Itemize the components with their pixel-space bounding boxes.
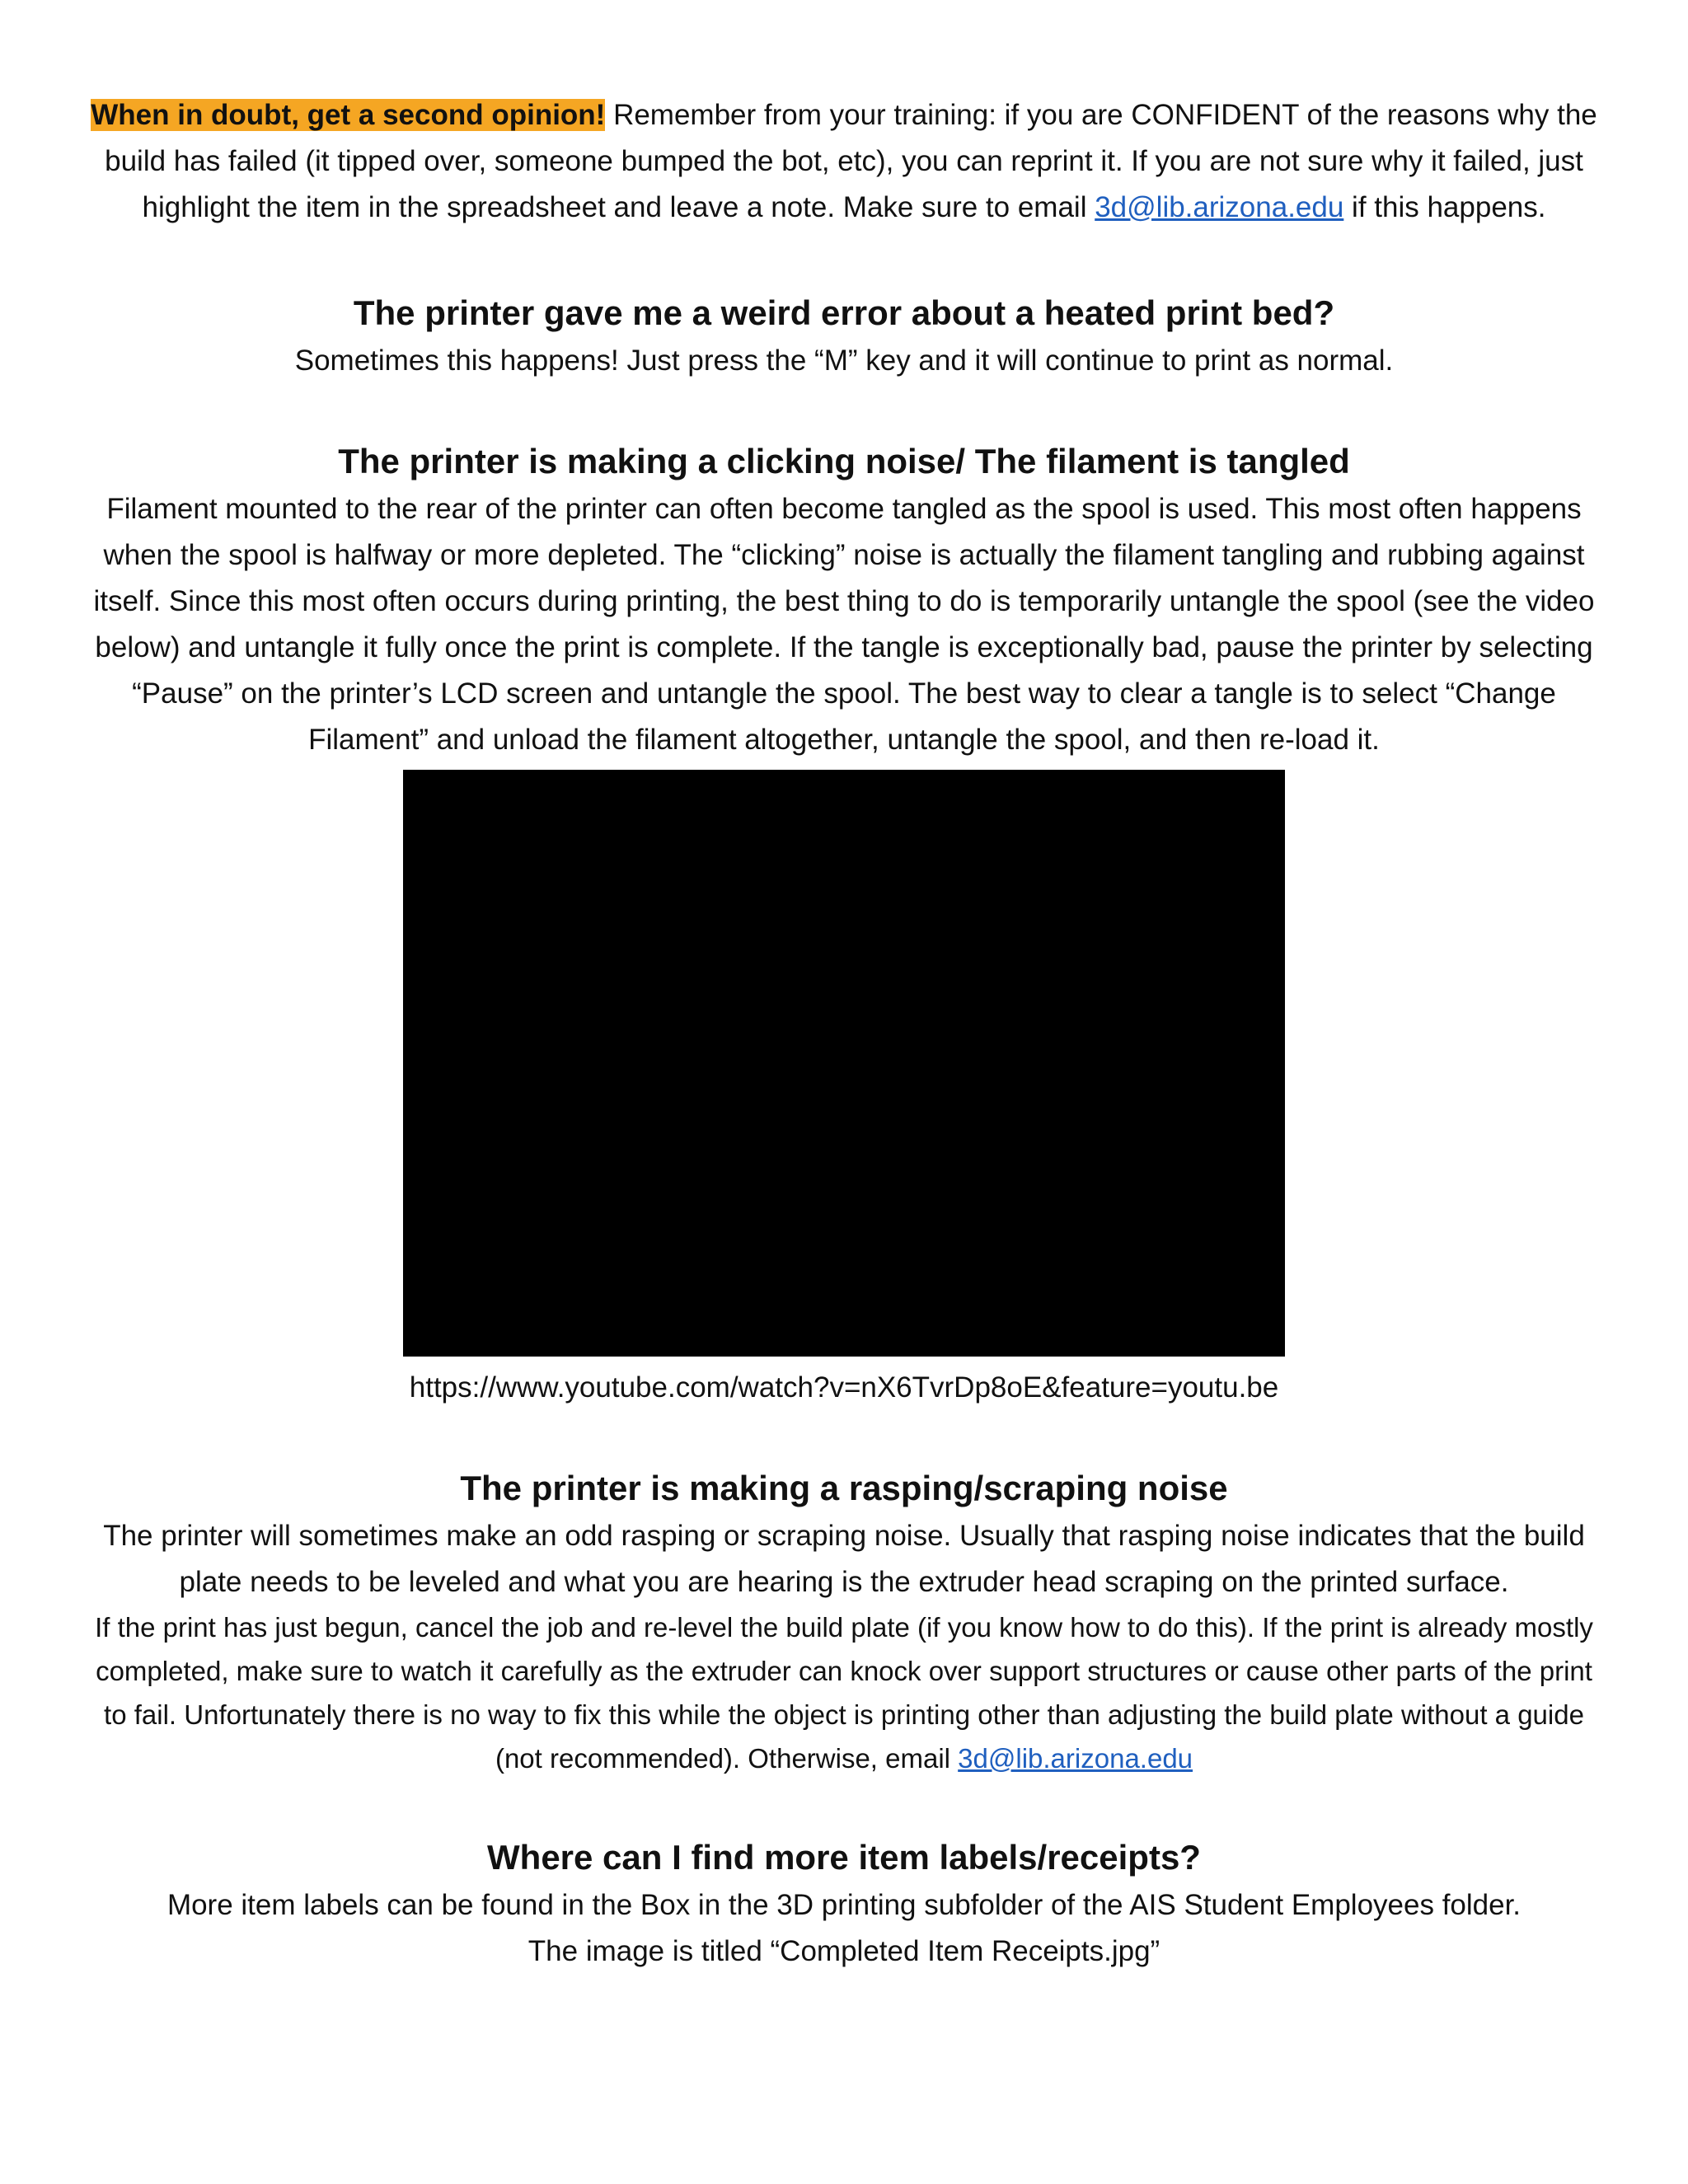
heading-clicking-noise: The printer is making a clicking noise/ The filament is tangled	[338, 442, 1350, 480]
intro-text-end: if this happens.	[1343, 191, 1546, 223]
intro-text: Remember from your training: if you are CONFIDENT of the reasons why the build has failed (it tipped over, someone bumped the bot, etc), you can reprint it. If you are not sure why it failed, just highlight the item in the spreadsheet and leave a note. Make sure to email	[105, 99, 1597, 223]
heading-heated-bed: The printer gave me a weird error about a heated print bed?	[353, 293, 1335, 332]
intro-paragraph	[91, 92, 1597, 231]
body-rasping-noise-2-text: If the print has just begun, cancel the job and re-level the build plate (if you know how to do this). If the print is already mostly completed, make sure to watch it carefully as the extruder can knock over support structures or cause other parts of the print to fail. Unfortunately there is no way to fix this while the object is printing other than adjusting the build plate without a guide (not recommended). Otherwise, email	[95, 1612, 1593, 1774]
video-url[interactable]: https://www.youtube.com/watch?v=nX6TvrDp8oE&feature=youtu.be	[409, 1371, 1279, 1404]
body-rasping-noise-2	[91, 1605, 1597, 1780]
body-clicking-noise: Filament mounted to the rear of the printer can often become tangled as the spool is used. This most often happens when the spool is halfway or more depleted. The “clicking” noise is actually the filament tangling and rubbing against itself. Since this most often occurs during printing, the best thing to do is temporarily untangle the spool (see the video below) and untangle it fully once the print is complete. If the tangle is exceptionally bad, pause the printer by selecting “Pause” on the printer’s LCD screen and untangle the spool. The best way to clear a tangle is to select “Change Filament” and unload the filament altogether, untangle the spool, and then re-load it.	[93, 493, 1595, 756]
body-rasping-noise-1: The printer will sometimes make an odd rasping or scraping noise. Usually that rasping noise indicates that the build plate needs to be leveled and what you are hearing is the extruder head scraping on the printed surface.	[103, 1520, 1585, 1598]
body-item-labels-2: The image is titled “Completed Item Receipts.jpg”	[528, 1935, 1160, 1967]
email-link[interactable]: 3d@lib.arizona.edu	[1095, 191, 1344, 223]
body-heated-bed: Sometimes this happens! Just press the “M” key and it will continue to print as normal.	[294, 344, 1394, 377]
email-link-rasping[interactable]: 3d@lib.arizona.edu	[958, 1743, 1193, 1774]
video-embed[interactable]	[403, 770, 1285, 1357]
document-page	[91, 92, 1597, 1975]
heading-rasping-noise: The printer is making a rasping/scraping noise	[460, 1469, 1228, 1507]
intro-highlight: When in doubt, get a second opinion!	[91, 99, 606, 131]
body-item-labels-1: More item labels can be found in the Box in the 3D printing subfolder of the AIS Student Employees folder.	[166, 1889, 1522, 1921]
heading-item-labels: Where can I find more item labels/receipts?	[487, 1838, 1201, 1877]
